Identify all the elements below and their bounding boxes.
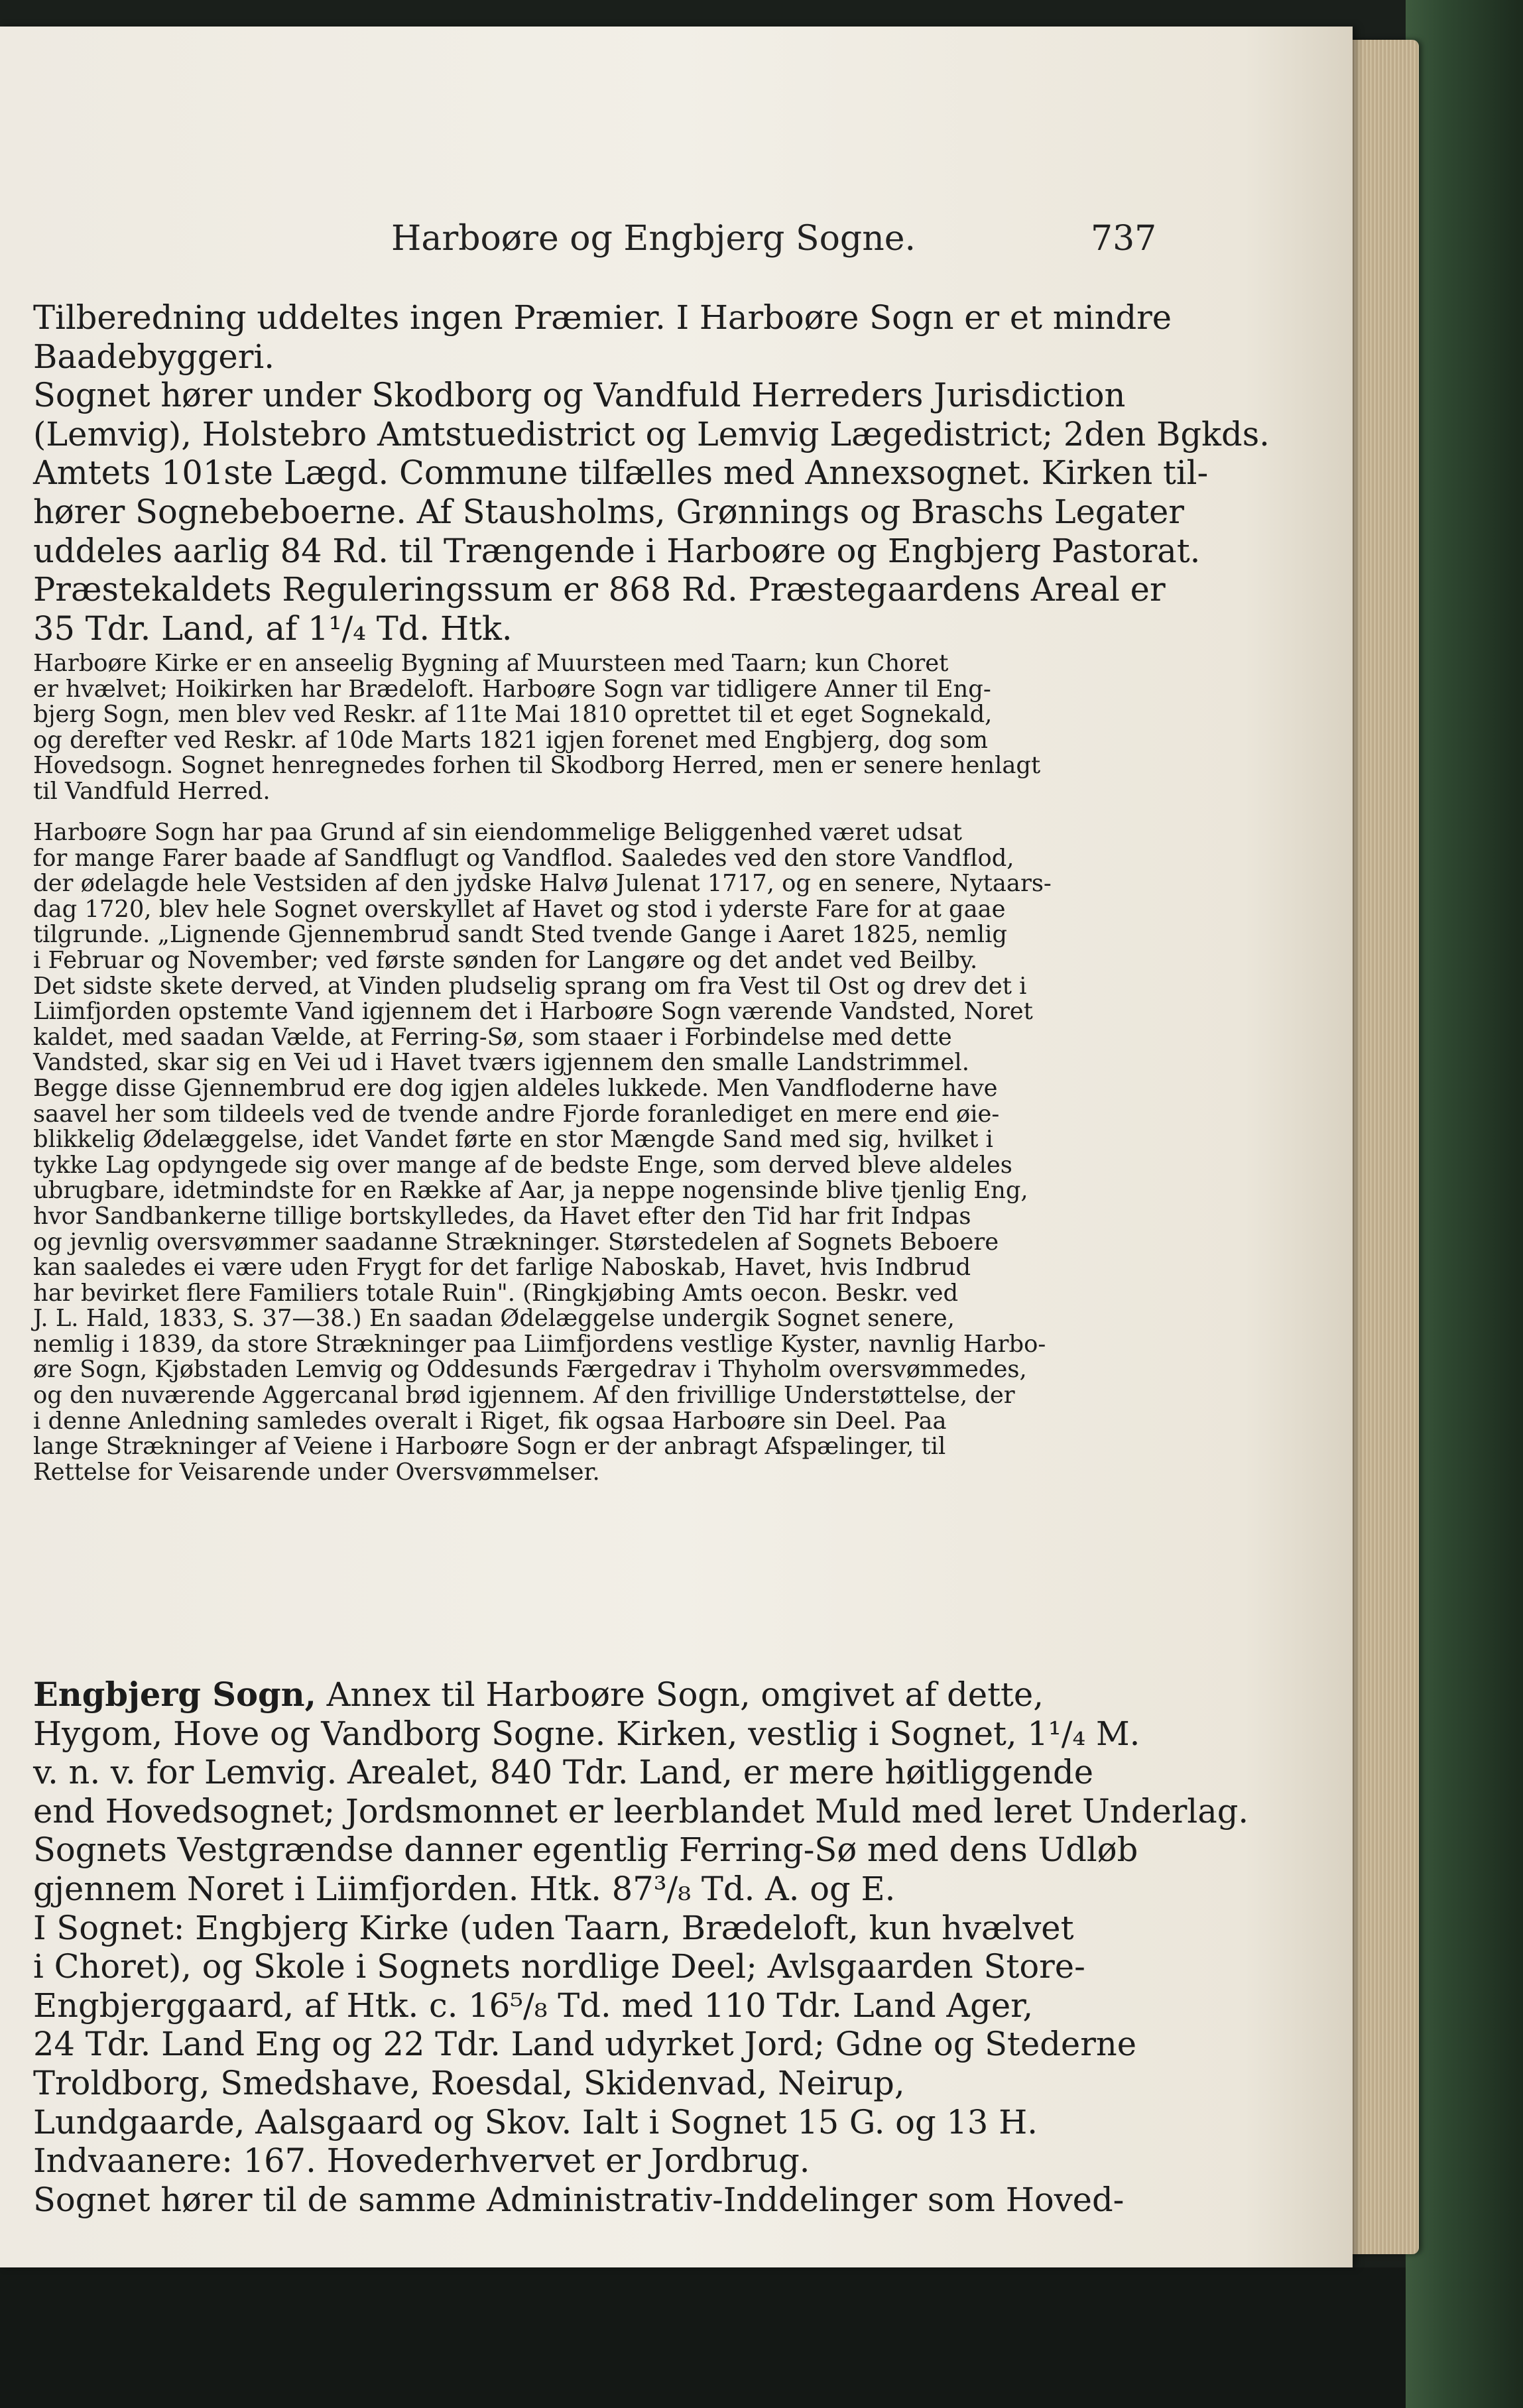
text-line: Lundgaarde, Aalsgaard og Skov. Ialt i Sognet 15 G. og 13 H. <box>33 2102 1038 2141</box>
text-line: Sognet hører under Skodborg og Vandfuld Herreders Jurisdiction <box>33 376 1126 415</box>
running-head: Harboøre og Engbjerg Sogne. <box>391 219 916 259</box>
note-line: blikkelig Ødelæggelse, idet Vandet førte en stor Mængde Sand med sig, hvilket i <box>33 1126 993 1154</box>
text-line: v. n. v. for Lemvig. Arealet, 840 Tdr. Land, er mere høitliggende <box>33 1753 1093 1792</box>
note-line: til Vandfuld Herred. <box>33 777 271 805</box>
note-line: kan saaledes ei være uden Frygt for det farlige Naboskab, Havet, hvis Indbrud <box>33 1254 971 1282</box>
book-page <box>0 27 1353 2267</box>
text-line: end Hovedsognet; Jordsmonnet er leerblandet Muld med leret Underlag. <box>33 1791 1249 1831</box>
note-line: Liimfjorden opstemte Vand igjennem det i Harboøre Sogn værende Vandsted, Noret <box>33 998 1033 1026</box>
text-line: Tilberedning uddeltes ingen Præmier. I Harboøre Sogn er et mindre <box>33 298 1172 337</box>
note-line: Harboøre Kirke er en anseelig Bygning af Muursteen med Taarn; kun Choret <box>33 650 949 677</box>
text-line: Engbjerggaard, af Htk. c. 16⁵/₈ Td. med 110 Tdr. Land Ager, <box>33 1986 1034 2025</box>
note-line: og den nuværende Aggercanal brød igjennem. Af den frivillige Understøttelse, der <box>33 1382 1015 1410</box>
text-line: 24 Tdr. Land Eng og 22 Tdr. Land udyrket Jord; Gdne og Stederne <box>33 2025 1137 2064</box>
text-line: (Lemvig), Holstebro Amtstuedistrict og Lemvig Lægedistrict; 2den Bgkds. <box>33 414 1270 453</box>
note-line: Rettelse for Veisarende under Oversvømmelser. <box>33 1458 600 1486</box>
note-line: øre Sogn, Kjøbstaden Lemvig og Oddesunds Færgedrav i Thyholm oversvømmedes, <box>33 1356 1027 1384</box>
text-line: Troldborg, Smedshave, Roesdal, Skidenvad, Neirup, <box>33 2063 905 2102</box>
note-line: for mange Farer baade af Sandflugt og Vandflod. Saaledes ved den store Vandflod, <box>33 844 1014 872</box>
note-line: og derefter ved Reskr. af 10de Marts 1821 igjen forenet med Engbjerg, dog som <box>33 726 989 754</box>
note-line: og jevnlig oversvømmer saadanne Strækninger. Størstedelen af Sognets Beboere <box>33 1228 999 1256</box>
note-line: bjerg Sogn, men blev ved Reskr. af 11te Mai 1810 oprettet til et eget Sognekald, <box>33 701 993 729</box>
text-line: I Sognet: Engbjerg Kirke (uden Taarn, Brædeloft, kun hvælvet <box>33 1908 1074 1947</box>
note-line: der ødelagde hele Vestsiden af den jydske Halvø Julenat 1717, og en senere, Nytaars- <box>33 870 1052 898</box>
note-line: tykke Lag opdyngede sig over mange af de bedste Enge, som derved bleve aldeles <box>33 1151 1012 1179</box>
text-line: gjennem Noret i Liimfjorden. Htk. 87³/₈ Td. A. og E. <box>33 1869 896 1908</box>
note-line: dag 1720, blev hele Sognet overskyllet af Havet og stod i yderste Fare for at gaae <box>33 895 1006 923</box>
note-line: kaldet, med saadan Vælde, at Ferring-Sø, som staaer i Forbindelse med dette <box>33 1023 952 1051</box>
note-line: Harboøre Sogn har paa Grund af sin eiendommelige Beliggenhed været udsat <box>33 819 962 846</box>
note-line: nemlig i 1839, da store Strækninger paa Liimfjordens vestlige Kyster, navnlig Harbo- <box>33 1330 1046 1358</box>
paragraph-jurisdiction <box>33 298 1270 648</box>
text-line: Hygom, Hove og Vandborg Sogne. Kirken, vestlig i Sognet, 1¹/₄ M. <box>33 1714 1140 1753</box>
text-line: uddeles aarlig 84 Rd. til Trængende i Harboøre og Engbjerg Pastorat. <box>33 531 1201 570</box>
note-line: tilgrunde. „Lignende Gjennembrud sandt Sted tvende Gange i Aaret 1825, nemlig <box>33 921 1007 949</box>
text-line: hører Sognebeboerne. Af Stausholms, Grønnings og Braschs Legater <box>33 492 1184 531</box>
note-line: Vandsted, skar sig en Vei ud i Havet tværs igjennem den smalle Landstrimmel. <box>33 1049 969 1077</box>
note-line: lange Strækninger af Veiene i Harboøre Sogn er der anbragt Afspælinger, til <box>33 1433 946 1461</box>
text-line <box>33 1675 1184 1715</box>
section-engbjerg <box>33 1675 1249 2219</box>
note-line: er hvælvet; Hoikirken har Brædeloft. Harboøre Sogn var tidligere Anner til Eng- <box>33 675 991 703</box>
text-line: Amtets 101ste Lægd. Commune tilfælles med Annexsognet. Kirken til- <box>33 453 1209 493</box>
note-line: hvor Sandbankerne tillige bortskylledes, da Havet efter den Tid har frit Indpas <box>33 1202 971 1230</box>
note-line: Det sidste skete derved, at Vinden pludselig sprang om fra Vest til Ost og drev det i <box>33 972 1027 1000</box>
text-line: Indvaanere: 167. Hovederhvervet er Jordbrug. <box>33 2141 810 2181</box>
text-line: Præstekaldets Reguleringssum er 868 Rd. Præstegaardens Areal er <box>33 570 1166 609</box>
text-line: Sognets Vestgrændse danner egentlig Ferring-Sø med dens Udløb <box>33 1831 1138 1870</box>
note-floods <box>33 820 1184 1485</box>
note-line: har bevirket flere Familiers totale Ruin". (Ringkjøbing Amts oecon. Beskr. ved <box>33 1279 959 1307</box>
note-line: ubrugbare, idetmindste for en Række af Aar, ja neppe nogensinde blive tjenlig Eng, <box>33 1177 1028 1205</box>
note-line: Hovedsogn. Sognet henregnedes forhen til Skodborg Herred, men er senere henlagt <box>33 752 1041 780</box>
note-line: Begge disse Gjennembrud ere dog igjen aldeles lukkede. Men Vandfloderne have <box>33 1074 998 1102</box>
text-span: Annex til Harboøre Sogn, omgivet af dette, <box>326 1675 1044 1714</box>
text-line: Baadebyggeri. <box>33 337 274 376</box>
note-line: i denne Anledning samledes overalt i Riget, fik ogsaa Harboøre sin Deel. Paa <box>33 1407 947 1435</box>
text-line: Sognet hører til de samme Administrativ-Inddelinger som Hoved- <box>33 2180 1125 2219</box>
note-church <box>33 651 1184 805</box>
background-bottom <box>0 2267 1523 2408</box>
text-line: 35 Tdr. Land, af 1¹/₄ Td. Htk. <box>33 609 513 648</box>
note-line: J. L. Hald, 1833, S. 37—38.) En saadan Ødelæggelse undergik Sognet senere, <box>33 1305 955 1333</box>
page-number: 737 <box>1091 219 1157 259</box>
section-heading: Engbjerg Sogn, <box>33 1675 316 1714</box>
text-line: i Choret), og Skole i Sognets nordlige Deel; Avlsgaarden Store- <box>33 1947 1085 1986</box>
book-cover-edge <box>1406 0 1523 2408</box>
note-line: saavel her som tildeels ved de tvende andre Fjorde foranlediget en mere end øie- <box>33 1100 1000 1128</box>
note-line: i Februar og November; ved første sønden for Langøre og det andet ved Beilby. <box>33 946 978 974</box>
